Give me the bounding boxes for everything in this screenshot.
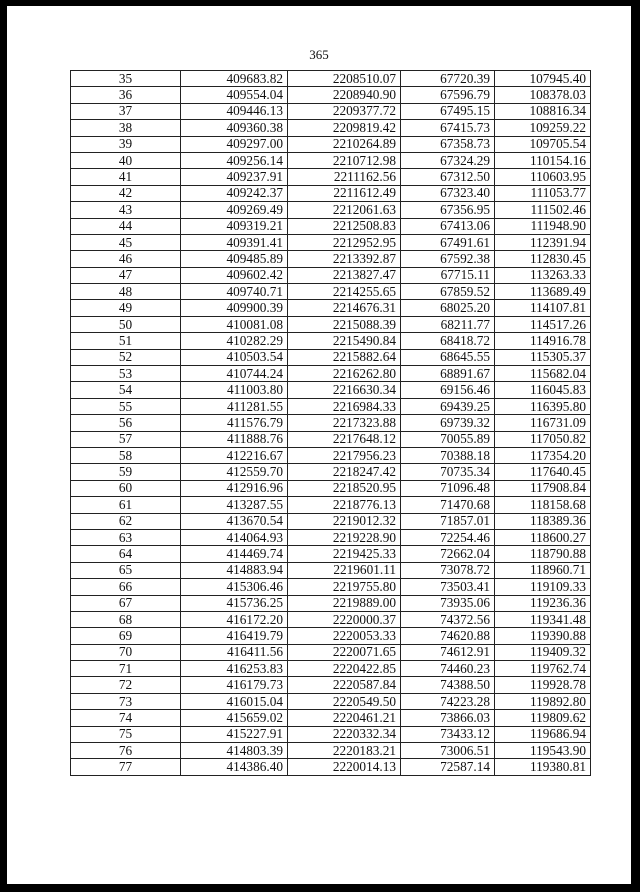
- point-number-cell: 37: [71, 103, 181, 119]
- point-number-cell: 44: [71, 218, 181, 234]
- easting-cell: 73503.41: [401, 579, 495, 595]
- point-number-cell: 71: [71, 661, 181, 677]
- point-number-cell: 74: [71, 710, 181, 726]
- y-coordinate-cell: 2214255.65: [288, 284, 401, 300]
- northing-cell: 112391.94: [495, 234, 591, 250]
- easting-cell: 73006.51: [401, 743, 495, 759]
- y-coordinate-cell: 2219228.90: [288, 529, 401, 545]
- northing-cell: 119409.32: [495, 644, 591, 660]
- y-coordinate-cell: 2212508.83: [288, 218, 401, 234]
- easting-cell: 67715.11: [401, 267, 495, 283]
- point-number-cell: 75: [71, 726, 181, 742]
- table-row: [71, 234, 591, 250]
- easting-cell: 67720.39: [401, 71, 495, 87]
- x-coordinate-cell: 414064.93: [181, 529, 288, 545]
- table-row: [71, 677, 591, 693]
- y-coordinate-cell: 2220422.85: [288, 661, 401, 677]
- x-coordinate-cell: 414803.39: [181, 743, 288, 759]
- x-coordinate-cell: 410503.54: [181, 349, 288, 365]
- northing-cell: 110154.16: [495, 152, 591, 168]
- y-coordinate-cell: 2214676.31: [288, 300, 401, 316]
- easting-cell: 74612.91: [401, 644, 495, 660]
- northing-cell: 113689.49: [495, 284, 591, 300]
- easting-cell: 67495.15: [401, 103, 495, 119]
- y-coordinate-cell: 2218776.13: [288, 497, 401, 513]
- northing-cell: 117050.82: [495, 431, 591, 447]
- point-number-cell: 56: [71, 415, 181, 431]
- point-number-cell: 43: [71, 202, 181, 218]
- x-coordinate-cell: 415306.46: [181, 579, 288, 595]
- northing-cell: 119686.94: [495, 726, 591, 742]
- x-coordinate-cell: 413670.54: [181, 513, 288, 529]
- northing-cell: 119762.74: [495, 661, 591, 677]
- northing-cell: 111502.46: [495, 202, 591, 218]
- easting-cell: 68211.77: [401, 316, 495, 332]
- y-coordinate-cell: 2216984.33: [288, 398, 401, 414]
- y-coordinate-cell: 2220183.21: [288, 743, 401, 759]
- easting-cell: 67413.06: [401, 218, 495, 234]
- easting-cell: 74460.23: [401, 661, 495, 677]
- point-number-cell: 76: [71, 743, 181, 759]
- x-coordinate-cell: 416419.79: [181, 628, 288, 644]
- easting-cell: 68645.55: [401, 349, 495, 365]
- easting-cell: 73078.72: [401, 562, 495, 578]
- y-coordinate-cell: 2210264.89: [288, 136, 401, 152]
- x-coordinate-cell: 415227.91: [181, 726, 288, 742]
- easting-cell: 67312.50: [401, 169, 495, 185]
- easting-cell: 73433.12: [401, 726, 495, 742]
- point-number-cell: 45: [71, 234, 181, 250]
- y-coordinate-cell: 2220461.21: [288, 710, 401, 726]
- easting-cell: 72662.04: [401, 546, 495, 562]
- table-row: [71, 284, 591, 300]
- easting-cell: 67596.79: [401, 87, 495, 103]
- northing-cell: 113263.33: [495, 267, 591, 283]
- northing-cell: 118960.71: [495, 562, 591, 578]
- northing-cell: 111053.77: [495, 185, 591, 201]
- northing-cell: 110603.95: [495, 169, 591, 185]
- x-coordinate-cell: 409485.89: [181, 251, 288, 267]
- table-row: [71, 185, 591, 201]
- y-coordinate-cell: 2217648.12: [288, 431, 401, 447]
- easting-cell: 67356.95: [401, 202, 495, 218]
- table-row: [71, 152, 591, 168]
- point-number-cell: 68: [71, 611, 181, 627]
- point-number-cell: 59: [71, 464, 181, 480]
- point-number-cell: 63: [71, 529, 181, 545]
- northing-cell: 115305.37: [495, 349, 591, 365]
- page-number: 365: [309, 47, 329, 62]
- point-number-cell: 42: [71, 185, 181, 201]
- point-number-cell: 46: [71, 251, 181, 267]
- x-coordinate-cell: 409900.39: [181, 300, 288, 316]
- table-row: [71, 562, 591, 578]
- point-number-cell: 77: [71, 759, 181, 775]
- easting-cell: 73935.06: [401, 595, 495, 611]
- point-number-cell: 61: [71, 497, 181, 513]
- table-row: [71, 120, 591, 136]
- easting-cell: 69156.46: [401, 382, 495, 398]
- point-number-cell: 52: [71, 349, 181, 365]
- x-coordinate-cell: 409319.21: [181, 218, 288, 234]
- x-coordinate-cell: 412559.70: [181, 464, 288, 480]
- y-coordinate-cell: 2209377.72: [288, 103, 401, 119]
- x-coordinate-cell: 411281.55: [181, 398, 288, 414]
- point-number-cell: 36: [71, 87, 181, 103]
- table-row: [71, 333, 591, 349]
- point-number-cell: 57: [71, 431, 181, 447]
- point-number-cell: 67: [71, 595, 181, 611]
- northing-cell: 116731.09: [495, 415, 591, 431]
- x-coordinate-cell: 409242.37: [181, 185, 288, 201]
- table-row: [71, 595, 591, 611]
- x-coordinate-cell: 415659.02: [181, 710, 288, 726]
- table-row: [71, 136, 591, 152]
- easting-cell: 67415.73: [401, 120, 495, 136]
- y-coordinate-cell: 2220587.84: [288, 677, 401, 693]
- point-number-cell: 73: [71, 693, 181, 709]
- y-coordinate-cell: 2216262.80: [288, 366, 401, 382]
- northing-cell: 107945.40: [495, 71, 591, 87]
- point-number-cell: 54: [71, 382, 181, 398]
- point-number-cell: 55: [71, 398, 181, 414]
- table-row: [71, 218, 591, 234]
- easting-cell: 72587.14: [401, 759, 495, 775]
- x-coordinate-cell: 416015.04: [181, 693, 288, 709]
- table-row: [71, 251, 591, 267]
- table-row: [71, 267, 591, 283]
- table-row: [71, 447, 591, 463]
- easting-cell: 67491.61: [401, 234, 495, 250]
- table-row: [71, 382, 591, 398]
- northing-cell: 119109.33: [495, 579, 591, 595]
- x-coordinate-cell: 409269.49: [181, 202, 288, 218]
- y-coordinate-cell: 2215882.64: [288, 349, 401, 365]
- point-number-cell: 65: [71, 562, 181, 578]
- table-row: [71, 710, 591, 726]
- point-number-cell: 49: [71, 300, 181, 316]
- x-coordinate-cell: 409602.42: [181, 267, 288, 283]
- table-row: [71, 480, 591, 496]
- northing-cell: 118389.36: [495, 513, 591, 529]
- table-row: [71, 464, 591, 480]
- y-coordinate-cell: 2220053.33: [288, 628, 401, 644]
- x-coordinate-cell: 416172.20: [181, 611, 288, 627]
- table-row: [71, 759, 591, 775]
- easting-cell: 67859.52: [401, 284, 495, 300]
- easting-cell: 70735.34: [401, 464, 495, 480]
- table-row: [71, 300, 591, 316]
- point-number-cell: 39: [71, 136, 181, 152]
- x-coordinate-cell: 415736.25: [181, 595, 288, 611]
- point-number-cell: 50: [71, 316, 181, 332]
- point-number-cell: 72: [71, 677, 181, 693]
- table-row: [71, 628, 591, 644]
- y-coordinate-cell: 2208940.90: [288, 87, 401, 103]
- y-coordinate-cell: 2211162.56: [288, 169, 401, 185]
- northing-cell: 119892.80: [495, 693, 591, 709]
- easting-cell: 71470.68: [401, 497, 495, 513]
- y-coordinate-cell: 2219425.33: [288, 546, 401, 562]
- point-number-cell: 58: [71, 447, 181, 463]
- point-number-cell: 40: [71, 152, 181, 168]
- northing-cell: 119380.81: [495, 759, 591, 775]
- document-page: [7, 6, 631, 884]
- y-coordinate-cell: 2218247.42: [288, 464, 401, 480]
- y-coordinate-cell: 2211612.49: [288, 185, 401, 201]
- northing-cell: 117354.20: [495, 447, 591, 463]
- table-row: [71, 366, 591, 382]
- y-coordinate-cell: 2220000.37: [288, 611, 401, 627]
- y-coordinate-cell: 2218520.95: [288, 480, 401, 496]
- x-coordinate-cell: 412916.96: [181, 480, 288, 496]
- x-coordinate-cell: 411888.76: [181, 431, 288, 447]
- y-coordinate-cell: 2219601.11: [288, 562, 401, 578]
- table-row: [71, 202, 591, 218]
- northing-cell: 119809.62: [495, 710, 591, 726]
- point-number-cell: 48: [71, 284, 181, 300]
- x-coordinate-cell: 416253.83: [181, 661, 288, 677]
- x-coordinate-cell: 411003.80: [181, 382, 288, 398]
- northing-cell: 117908.84: [495, 480, 591, 496]
- table-row: [71, 513, 591, 529]
- northing-cell: 114517.26: [495, 316, 591, 332]
- x-coordinate-cell: 412216.67: [181, 447, 288, 463]
- table-row: [71, 431, 591, 447]
- easting-cell: 69439.25: [401, 398, 495, 414]
- x-coordinate-cell: 414883.94: [181, 562, 288, 578]
- y-coordinate-cell: 2217323.88: [288, 415, 401, 431]
- northing-cell: 117640.45: [495, 464, 591, 480]
- x-coordinate-cell: 409237.91: [181, 169, 288, 185]
- table-row: [71, 71, 591, 87]
- table-row: [71, 349, 591, 365]
- point-number-cell: 41: [71, 169, 181, 185]
- y-coordinate-cell: 2220549.50: [288, 693, 401, 709]
- y-coordinate-cell: 2213827.47: [288, 267, 401, 283]
- table-row: [71, 87, 591, 103]
- easting-cell: 68025.20: [401, 300, 495, 316]
- easting-cell: 73866.03: [401, 710, 495, 726]
- y-coordinate-cell: 2209819.42: [288, 120, 401, 136]
- y-coordinate-cell: 2219889.00: [288, 595, 401, 611]
- northing-cell: 116045.83: [495, 382, 591, 398]
- x-coordinate-cell: 416411.56: [181, 644, 288, 660]
- table-row: [71, 644, 591, 660]
- y-coordinate-cell: 2216630.34: [288, 382, 401, 398]
- point-number-cell: 62: [71, 513, 181, 529]
- northing-cell: 112830.45: [495, 251, 591, 267]
- x-coordinate-cell: 410081.08: [181, 316, 288, 332]
- x-coordinate-cell: 409256.14: [181, 152, 288, 168]
- northing-cell: 109705.54: [495, 136, 591, 152]
- y-coordinate-cell: 2212952.95: [288, 234, 401, 250]
- northing-cell: 115682.04: [495, 366, 591, 382]
- point-number-cell: 66: [71, 579, 181, 595]
- easting-cell: 71857.01: [401, 513, 495, 529]
- table-row: [71, 529, 591, 545]
- table-row: [71, 497, 591, 513]
- point-number-cell: 53: [71, 366, 181, 382]
- northing-cell: 116395.80: [495, 398, 591, 414]
- northing-cell: 119543.90: [495, 743, 591, 759]
- northing-cell: 114107.81: [495, 300, 591, 316]
- y-coordinate-cell: 2210712.98: [288, 152, 401, 168]
- northing-cell: 118790.88: [495, 546, 591, 562]
- easting-cell: 68418.72: [401, 333, 495, 349]
- easting-cell: 67358.73: [401, 136, 495, 152]
- easting-cell: 74620.88: [401, 628, 495, 644]
- x-coordinate-cell: 410744.24: [181, 366, 288, 382]
- y-coordinate-cell: 2213392.87: [288, 251, 401, 267]
- easting-cell: 71096.48: [401, 480, 495, 496]
- x-coordinate-cell: 411576.79: [181, 415, 288, 431]
- point-number-cell: 64: [71, 546, 181, 562]
- easting-cell: 74372.56: [401, 611, 495, 627]
- table-row: [71, 398, 591, 414]
- point-number-cell: 69: [71, 628, 181, 644]
- coordinates-table: [70, 70, 591, 776]
- x-coordinate-cell: 414386.40: [181, 759, 288, 775]
- x-coordinate-cell: 409554.04: [181, 87, 288, 103]
- northing-cell: 114916.78: [495, 333, 591, 349]
- easting-cell: 67323.40: [401, 185, 495, 201]
- point-number-cell: 70: [71, 644, 181, 660]
- x-coordinate-cell: 409360.38: [181, 120, 288, 136]
- table-row: [71, 661, 591, 677]
- table-row: [71, 316, 591, 332]
- x-coordinate-cell: 414469.74: [181, 546, 288, 562]
- easting-cell: 67592.38: [401, 251, 495, 267]
- point-number-cell: 38: [71, 120, 181, 136]
- easting-cell: 74388.50: [401, 677, 495, 693]
- northing-cell: 111948.90: [495, 218, 591, 234]
- point-number-cell: 60: [71, 480, 181, 496]
- northing-cell: 119390.88: [495, 628, 591, 644]
- x-coordinate-cell: 413287.55: [181, 497, 288, 513]
- y-coordinate-cell: 2215490.84: [288, 333, 401, 349]
- y-coordinate-cell: 2212061.63: [288, 202, 401, 218]
- y-coordinate-cell: 2219755.80: [288, 579, 401, 595]
- table-row: [71, 103, 591, 119]
- point-number-cell: 47: [71, 267, 181, 283]
- x-coordinate-cell: 410282.29: [181, 333, 288, 349]
- y-coordinate-cell: 2219012.32: [288, 513, 401, 529]
- y-coordinate-cell: 2217956.23: [288, 447, 401, 463]
- x-coordinate-cell: 409297.00: [181, 136, 288, 152]
- x-coordinate-cell: 416179.73: [181, 677, 288, 693]
- northing-cell: 119928.78: [495, 677, 591, 693]
- point-number-cell: 51: [71, 333, 181, 349]
- easting-cell: 70055.89: [401, 431, 495, 447]
- easting-cell: 70388.18: [401, 447, 495, 463]
- northing-cell: 108816.34: [495, 103, 591, 119]
- northing-cell: 119236.36: [495, 595, 591, 611]
- easting-cell: 74223.28: [401, 693, 495, 709]
- table-row: [71, 726, 591, 742]
- x-coordinate-cell: 409391.41: [181, 234, 288, 250]
- x-coordinate-cell: 409740.71: [181, 284, 288, 300]
- northing-cell: 118158.68: [495, 497, 591, 513]
- table-row: [71, 611, 591, 627]
- table-row: [71, 415, 591, 431]
- table-row: [71, 546, 591, 562]
- northing-cell: 109259.22: [495, 120, 591, 136]
- table-row: [71, 693, 591, 709]
- easting-cell: 68891.67: [401, 366, 495, 382]
- x-coordinate-cell: 409683.82: [181, 71, 288, 87]
- y-coordinate-cell: 2220332.34: [288, 726, 401, 742]
- northing-cell: 108378.03: [495, 87, 591, 103]
- point-number-cell: 35: [71, 71, 181, 87]
- table-row: [71, 743, 591, 759]
- x-coordinate-cell: 409446.13: [181, 103, 288, 119]
- easting-cell: 67324.29: [401, 152, 495, 168]
- y-coordinate-cell: 2208510.07: [288, 71, 401, 87]
- y-coordinate-cell: 2220071.65: [288, 644, 401, 660]
- easting-cell: 69739.32: [401, 415, 495, 431]
- y-coordinate-cell: 2220014.13: [288, 759, 401, 775]
- northing-cell: 119341.48: [495, 611, 591, 627]
- northing-cell: 118600.27: [495, 529, 591, 545]
- table-row: [71, 579, 591, 595]
- easting-cell: 72254.46: [401, 529, 495, 545]
- table-row: [71, 169, 591, 185]
- y-coordinate-cell: 2215088.39: [288, 316, 401, 332]
